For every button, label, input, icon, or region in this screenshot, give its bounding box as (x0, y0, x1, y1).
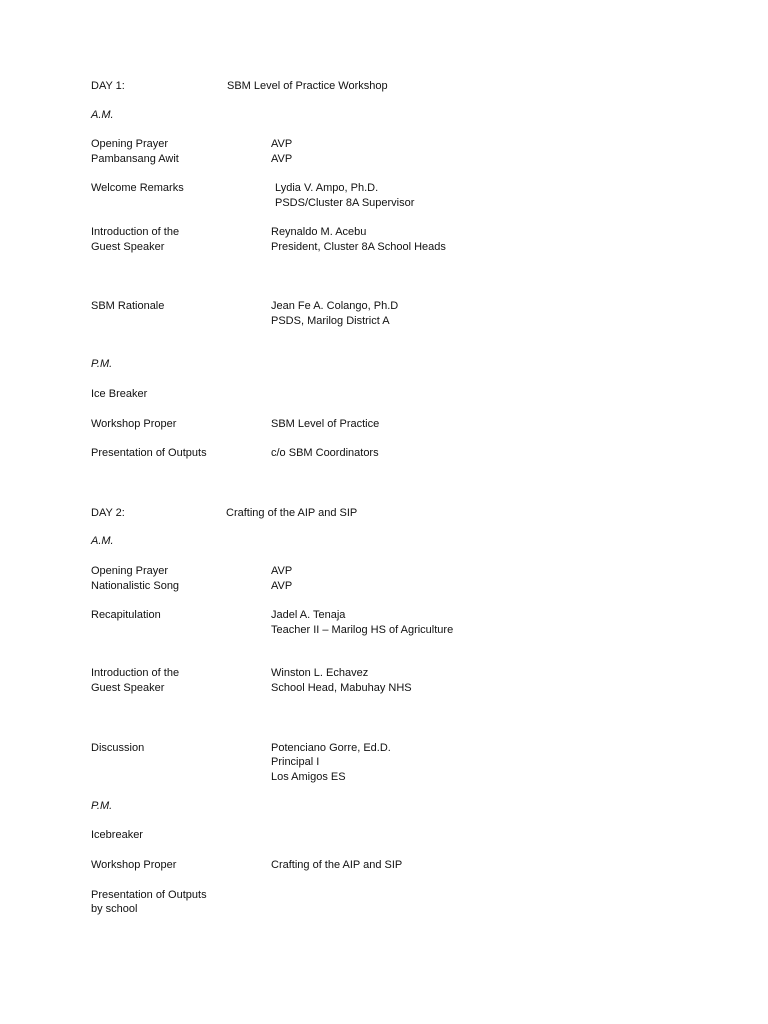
day2-opening-prayer-label: Opening Prayer (91, 565, 169, 577)
day1-welcome-name: Lydia V. Ampo, Ph.D. (275, 182, 379, 194)
day2-title: Crafting of the AIP and SIP (226, 507, 358, 519)
day2-song-label: Nationalistic Song (91, 580, 180, 592)
day1-rationale-role: PSDS, Marilog District A (271, 315, 390, 327)
day1-title: SBM Level of Practice Workshop (227, 80, 388, 92)
day2-pm-heading: P.M. (91, 800, 113, 812)
day2-recap-label: Recapitulation (91, 609, 161, 621)
day2-workshop-value: Crafting of the AIP and SIP (271, 859, 403, 871)
day1-opening-prayer-value: AVP (271, 138, 293, 150)
day2-intro-label-line1: Introduction of the (91, 667, 180, 679)
day1-welcome-role: PSDS/Cluster 8A Supervisor (275, 197, 415, 209)
day2-discussion-role1: Principal I (271, 756, 320, 768)
day1-workshop-value: SBM Level of Practice (271, 418, 380, 430)
day2-intro-role: School Head, Mabuhay NHS (271, 682, 412, 694)
day2-discussion-role2: Los Amigos ES (271, 771, 346, 783)
day1-opening-prayer-label: Opening Prayer (91, 138, 169, 150)
day1-am-heading: A.M. (91, 109, 114, 121)
day2-am-heading: A.M. (91, 535, 114, 547)
day1-workshop-label: Workshop Proper (91, 418, 177, 430)
day1-intro-label-line1: Introduction of the (91, 226, 180, 238)
day1-intro-role: President, Cluster 8A School Heads (271, 241, 446, 253)
day2-song-value: AVP (271, 580, 293, 592)
day1-intro-label-line2: Guest Speaker (91, 241, 165, 253)
day2-recap-role: Teacher II – Marilog HS of Agriculture (271, 624, 454, 636)
day2-icebreaker-label: Icebreaker (91, 829, 143, 841)
day2-recap-name: Jadel A. Tenaja (271, 609, 346, 621)
day1-anthem-label: Pambansang Awit (91, 153, 179, 165)
day1-presentation-label: Presentation of Outputs (91, 447, 207, 459)
day2-intro-name: Winston L. Echavez (271, 667, 369, 679)
day1-ice-breaker-label: Ice Breaker (91, 388, 148, 400)
day2-presentation-label-line2: by school (91, 903, 138, 915)
day2-opening-prayer-value: AVP (271, 565, 293, 577)
day2-presentation-label-line1: Presentation of Outputs (91, 889, 207, 901)
day2-discussion-label: Discussion (91, 742, 145, 754)
day1-label: DAY 1: (91, 80, 125, 92)
day1-rationale-label: SBM Rationale (91, 300, 165, 312)
day1-intro-name: Reynaldo M. Acebu (271, 226, 367, 238)
day1-rationale-name: Jean Fe A. Colango, Ph.D (271, 300, 399, 312)
day1-pm-heading: P.M. (91, 358, 113, 370)
day1-welcome-label: Welcome Remarks (91, 182, 184, 194)
day2-label: DAY 2: (91, 507, 125, 519)
day1-anthem-value: AVP (271, 153, 293, 165)
day2-workshop-label: Workshop Proper (91, 859, 177, 871)
day2-discussion-name: Potenciano Gorre, Ed.D. (271, 742, 391, 754)
day2-intro-label-line2: Guest Speaker (91, 682, 165, 694)
day1-presentation-value: c/o SBM Coordinators (271, 447, 379, 459)
